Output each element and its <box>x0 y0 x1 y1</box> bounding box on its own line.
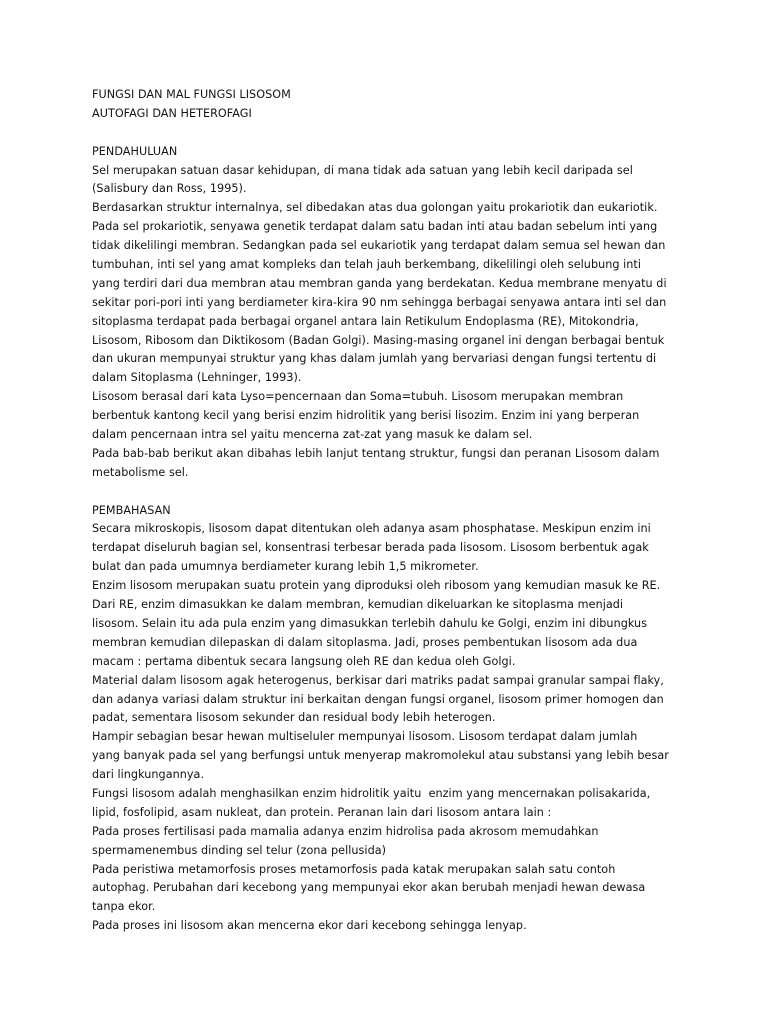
text-line: padat, sementara lisosom sekunder dan residual body lebih heterogen. <box>92 711 496 725</box>
text-line: lipid, fosfolipid, asam nukleat, dan protein. Peranan lain dari lisosom antara lain : <box>92 805 552 819</box>
text-line: berbentuk kantong kecil yang berisi enzim hidrolitik yang berisi lisozim. Enzim ini yang berperan <box>92 409 640 423</box>
text-line: membran kemudian dilepaskan di dalam sitoplasma. Jadi, proses pembentukan lisosom ada dua <box>92 635 638 649</box>
text-line: Pada sel prokariotik, senyawa genetik terdapat dalam satu badan inti atau badan sebelum inti yang <box>92 220 658 234</box>
text-line: terdapat diseluruh bagian sel, konsentrasi terbesar berada pada lisosom. Lisosom berbentuk agak <box>92 541 649 555</box>
text-line: yang banyak pada sel yang berfungsi untuk menyerap makromolekul atau substansi yang lebih besar <box>92 749 669 763</box>
text-line: dan adanya variasi dalam struktur ini berkaitan dengan fungsi organel, lisosom primer homogen dan <box>92 692 664 706</box>
text-line: Sel merupakan satuan dasar kehidupan, di mana tidak ada satuan yang lebih kecil daripada sel <box>92 163 633 177</box>
text-line: Lisosom berasal dari kata Lyso=pencernaan dan Soma=tubuh. Lisosom merupakan membran <box>92 390 624 404</box>
text-line: (Salisbury dan Ross, 1995). <box>92 182 247 196</box>
text-line: Material dalam lisosom agak heterogenus, berkisar dari matriks padat sampai granular sampai flaky, <box>92 673 664 687</box>
text-line: Pada bab-bab berikut akan dibahas lebih lanjut tentang struktur, fungsi dan peranan Lisosom dalam <box>92 446 660 460</box>
text-line: bulat dan pada umumnya berdiameter kurang lebih 1,5 mikrometer. <box>92 560 479 574</box>
text-line: dalam Sitoplasma (Lehninger, 1993). <box>92 371 302 385</box>
paragraph-gap <box>92 483 682 502</box>
text-line: sekitar pori-pori inti yang berdiameter kira-kira 90 nm sehingga berbagai senyawa antara inti sel dan <box>92 295 667 309</box>
text-line: Lisosom, Ribosom dan Diktikosom (Badan Golgi). Masing-masing organel ini dengan berbagai bentuk <box>92 333 665 347</box>
text-line: yang terdiri dari dua membran atau membran ganda yang berdekatan. Kedua membrane menyatu di <box>92 276 667 290</box>
text-line: tidak dikelilingi membran. Sedangkan pada sel eukariotik yang terdapat dalam semua sel hewan dan <box>92 239 666 253</box>
text-line: FUNGSI DAN MAL FUNGSI LISOSOM <box>92 88 291 101</box>
text-line: Secara mikroskopis, lisosom dapat ditentukan oleh adanya asam phosphatase. Meskipun enzim ini <box>92 522 651 536</box>
text-line: sitoplasma terdapat pada berbagai organel antara lain Retikulum Endoplasma (RE), Mitokondria, <box>92 314 639 328</box>
text-line: spermamenembus dinding sel telur (zona pellusida) <box>92 843 387 857</box>
text-line: Pada proses ini lisosom akan mencerna ekor dari kecebong sehingga lenyap. <box>92 919 527 933</box>
text-line: dalam pencernaan intra sel yaitu mencerna zat-zat yang masuk ke dalam sel. <box>92 428 533 442</box>
text-line: dan ukuran mempunyai struktur yang khas dalam jumlah yang bervariasi dengan fungsi tertentu di <box>92 352 657 366</box>
text-line: Pada peristiwa metamorfosis proses metamorfosis pada katak merupakan salah satu contoh <box>92 862 616 876</box>
text-line: Dari RE, enzim dimasukkan ke dalam membran, kemudian dikeluarkan ke sitoplasma menjadi <box>92 598 624 612</box>
text-line: tumbuhan, inti sel yang amat kompleks dan telah jauh berkembang, dikelilingi oleh selubung inti <box>92 258 642 272</box>
text-line: PEMBAHASAN <box>92 503 171 517</box>
text-line: macam : pertama dibentuk secara langsung oleh RE dan kedua oleh Golgi. <box>92 654 516 668</box>
text-line: tanpa ekor. <box>92 900 156 914</box>
text-line: autophag. Perubahan dari kecebong yang mempunyai ekor akan berubah menjadi hewan dewasa <box>92 881 646 895</box>
text-line: Berdasarkan struktur internalnya, sel dibedakan atas dua golongan yaitu prokariotik dan eukariotik. <box>92 201 658 215</box>
text-line: AUTOFAGI DAN HETEROFAGI <box>92 106 252 120</box>
text-line: metabolisme sel. <box>92 465 189 479</box>
paragraph-gap <box>92 124 682 143</box>
text-line: lisosom. Selain itu ada pula enzim yang dimasukkan terlebih dahulu ke Golgi, enzim ini dibungkus <box>92 616 648 630</box>
document-body <box>92 86 682 936</box>
text-line: Pada proses fertilisasi pada mamalia adanya enzim hidrolisa pada akrosom memudahkan <box>92 824 599 838</box>
text-line: Enzim lisosom merupakan suatu protein yang diproduksi oleh ribosom yang kemudian masuk ke RE. <box>92 579 661 593</box>
text-line: Fungsi lisosom adalah menghasilkan enzim hidrolitik yaitu enzim yang mencernakan polisakarida, <box>92 786 651 800</box>
text-line: dari lingkungannya. <box>92 768 205 782</box>
text-line: Hampir sebagian besar hewan multiseluler mempunyai lisosom. Lisosom terdapat dalam jumlah <box>92 730 638 744</box>
text-line: PENDAHULUAN <box>92 144 178 158</box>
